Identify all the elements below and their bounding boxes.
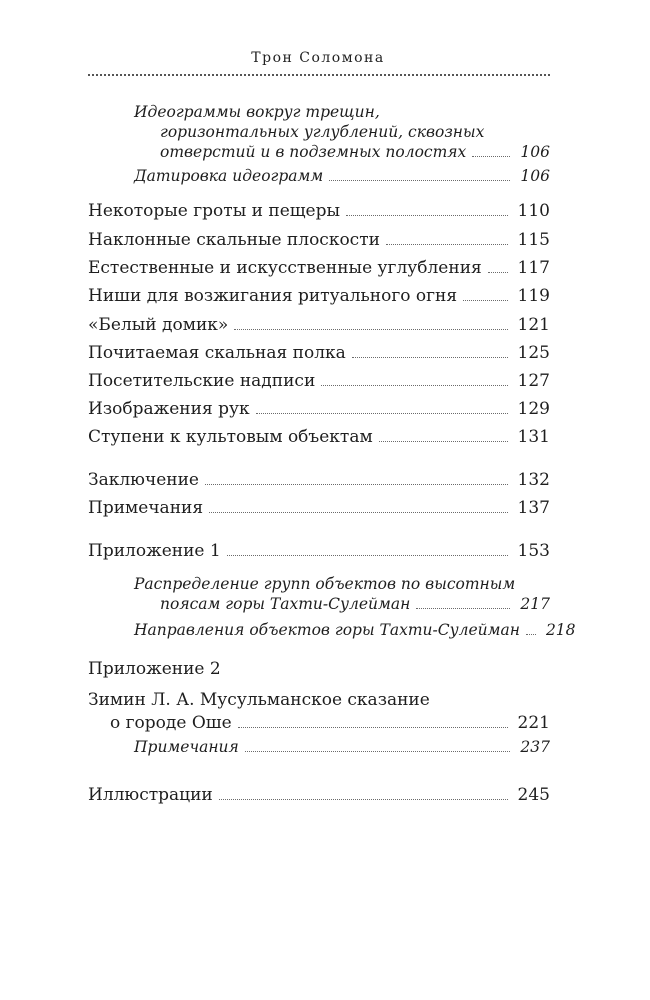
dot-leader xyxy=(379,441,508,442)
toc-entry-title: Некоторые гроты и пещеры xyxy=(88,201,341,221)
toc-subentry-directions[interactable] xyxy=(134,619,576,641)
toc-subentry-distribution[interactable] xyxy=(160,593,550,615)
toc-entry-title: Ниши для возжигания ритуального огня xyxy=(88,286,458,306)
dot-leader xyxy=(463,300,507,301)
toc-subentry-ideograms-line1: Идеограммы вокруг трещин, xyxy=(134,103,380,121)
toc-page-number: 117 xyxy=(517,258,550,278)
toc-entry[interactable] xyxy=(88,370,550,392)
toc-entry-title: о городе Оше xyxy=(110,713,232,733)
running-head-rule xyxy=(88,74,550,76)
dot-leader xyxy=(352,357,508,358)
dot-leader xyxy=(256,413,508,414)
toc-page-number: 218 xyxy=(545,621,576,639)
toc-page-number: 125 xyxy=(517,343,550,363)
toc-entry[interactable] xyxy=(88,314,550,336)
toc-entry-zimin-line1: Зимин Л. А. Мусульманское сказание xyxy=(88,690,430,710)
toc-subentry-distribution-line1: Распределение групп объектов по высотным xyxy=(134,575,516,593)
dot-leader xyxy=(245,751,511,752)
dot-leader xyxy=(488,272,508,273)
toc-entry-title: «Белый домик» xyxy=(88,315,229,335)
toc-entry-title: Почитаемая скальная полка xyxy=(88,343,346,363)
dot-leader xyxy=(346,215,508,216)
toc-page-number: 129 xyxy=(517,399,550,419)
toc-entry-appendix-1[interactable] xyxy=(88,540,550,562)
toc-entry-zimin[interactable] xyxy=(110,712,550,734)
toc-page-number: 119 xyxy=(517,286,550,306)
toc-entry-title: Иллюстрации xyxy=(88,785,213,805)
dot-leader xyxy=(209,512,507,513)
toc-page-number: 115 xyxy=(517,230,550,250)
toc-entry-appendix-2[interactable]: Приложение 2 xyxy=(88,659,221,679)
toc-entry-title: Посетительские надписи xyxy=(88,371,316,391)
toc-entry[interactable] xyxy=(88,229,550,251)
toc-page-number: 153 xyxy=(517,541,550,561)
toc-page-number: 106 xyxy=(520,167,550,185)
toc-subentry-ideograms-line2: горизонтальных углублений, сквозных xyxy=(160,123,485,141)
toc-entry-title: Изображения рук xyxy=(88,399,250,419)
toc-page-number: 221 xyxy=(517,713,550,733)
dot-leader xyxy=(416,608,510,609)
dot-leader xyxy=(238,727,508,728)
toc-page-number: 137 xyxy=(517,498,550,518)
toc-page-number: 106 xyxy=(520,143,550,161)
toc-entry[interactable] xyxy=(88,257,550,279)
toc-entry-title: Примечания xyxy=(134,738,239,756)
running-head: Трон Соломона xyxy=(251,50,385,66)
toc-entry[interactable] xyxy=(88,200,550,222)
toc-entry-title: Наклонные скальные плоскости xyxy=(88,230,380,250)
toc-entry[interactable] xyxy=(88,398,550,420)
toc-entry-title: Примечания xyxy=(88,498,204,518)
toc-entry-title: Приложение 1 xyxy=(88,541,221,561)
toc-page-number: 132 xyxy=(517,470,550,490)
toc-entry-title: Ступени к культовым объектам xyxy=(88,427,373,447)
toc-subentry-zimin-notes[interactable] xyxy=(134,736,550,758)
toc-page-number: 127 xyxy=(517,371,550,391)
dot-leader xyxy=(321,385,507,386)
dot-leader xyxy=(386,244,508,245)
dot-leader xyxy=(329,180,510,181)
toc-page-number: 131 xyxy=(517,427,550,447)
toc-entry-title: отверстий и в подземных полостях xyxy=(160,143,467,161)
dot-leader xyxy=(234,329,507,330)
toc-page-number: 245 xyxy=(517,785,550,805)
toc-entry-title: Датировка идеограмм xyxy=(134,167,324,185)
toc-entry-title: Естественные и искусственные углубления xyxy=(88,258,482,278)
toc-entry-notes[interactable] xyxy=(88,497,550,519)
toc-subentry-ideograms[interactable] xyxy=(160,141,550,163)
toc-entry-conclusion[interactable] xyxy=(88,469,550,491)
toc-page-number: 110 xyxy=(517,201,550,221)
toc-entry-title: Заключение xyxy=(88,470,199,490)
dot-leader xyxy=(472,156,510,157)
toc-entry[interactable] xyxy=(88,342,550,364)
toc-entry-title: поясам горы Тахти-Сулейман xyxy=(160,595,411,613)
toc-entry[interactable] xyxy=(88,426,550,448)
dot-leader xyxy=(219,799,508,800)
toc-entry-illustrations[interactable] xyxy=(88,784,550,806)
dot-leader xyxy=(526,634,536,635)
toc-entry-title: Направления объектов горы Тахти-Сулейман xyxy=(134,621,520,639)
toc-page-number: 217 xyxy=(520,595,550,613)
dot-leader xyxy=(205,484,508,485)
dot-leader xyxy=(227,555,508,556)
toc-entry[interactable] xyxy=(88,285,550,307)
toc-page-number: 237 xyxy=(520,738,550,756)
toc-page-number: 121 xyxy=(517,315,550,335)
toc-subentry-dating[interactable] xyxy=(134,165,550,187)
